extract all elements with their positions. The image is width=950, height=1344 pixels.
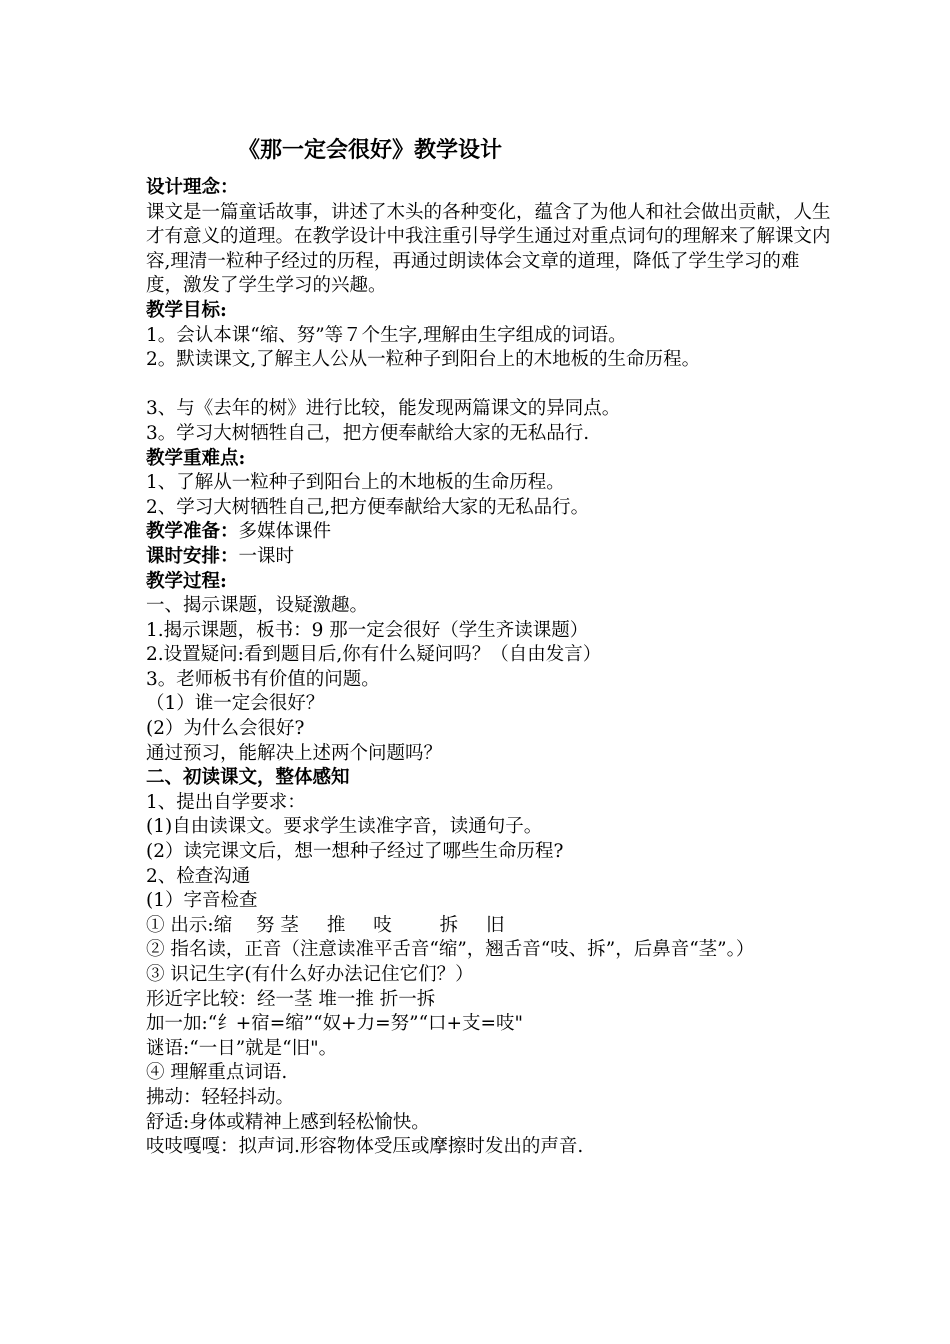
goal-item: 2。默读课文,了解主人公从一粒种子到阳台上的木地板的生命历程。 xyxy=(146,349,701,371)
idea-paragraph: 课文是一篇童话故事，讲述了木头的各种变化，蕴含了为他人和社会做出贡献，人生才有意义的道理。在教学设计中我注重引导学生通过对重点词句的理解来了解课文内容,理清一粒种子经过的历程，再通过朗读体会文章的道理，降低了学生学习的难度，激发了学生学习的兴趣。 xyxy=(146,201,831,297)
key-point-item: 1、了解从一粒种子到阳台上的木地板的生命历程。 xyxy=(146,472,565,494)
process-line: 舒适:身体或精神上感到轻松愉快。 xyxy=(146,1111,430,1133)
pinyin-note: ② 指名读，正音（注意读准平舌音“缩”，翘舌音“吱、拆”，后鼻音“茎”。） xyxy=(146,939,755,961)
process-line: (1）字音检查 xyxy=(146,890,258,912)
goal-item: 3。学习大树牺牲自己，把方便奉献给大家的无私品行. xyxy=(146,422,590,444)
section-heading-process: 教学过程: xyxy=(146,570,227,592)
process-line: 吱吱嘎嘎：拟声词.形容物体受压或摩擦时发出的声音. xyxy=(146,1136,584,1158)
goal-item: 1。会认本课“缩、努”等７个生字,理解由生字组成的词语。 xyxy=(146,324,627,346)
process-line: 1、提出自学要求： xyxy=(146,791,306,813)
section-heading-idea: 设计理念： xyxy=(146,177,239,198)
char-item: 旧 xyxy=(486,914,505,936)
process-line: （1）谁一定会很好？ xyxy=(146,693,325,715)
preparation-line xyxy=(146,520,836,545)
blank-line xyxy=(146,373,836,398)
char-item: 努 xyxy=(256,914,275,936)
schedule-line xyxy=(146,545,836,570)
preparation-value: 多媒体课件 xyxy=(238,521,332,543)
process-line: ④ 理解重点词语. xyxy=(146,1062,288,1084)
char-item: 推 xyxy=(326,914,346,936)
char-item: 茎 xyxy=(280,914,299,936)
process-line: (1)自由读课文。要求学生读准字音，读通句子。 xyxy=(146,816,543,838)
process-line: 一、揭示课题，设疑激趣。 xyxy=(146,595,369,617)
process-line: 加一加:“纟+宿=缩”“奴+力=努”“口+支=吱" xyxy=(146,1013,524,1035)
chars-line xyxy=(146,914,836,939)
document-body xyxy=(146,176,836,1160)
key-point-item: 2、学习大树牺牲自己,把方便奉献给大家的无私品行。 xyxy=(146,496,590,518)
document-title: 《那一定会很好》教学设计 xyxy=(238,137,503,163)
section-heading-key-points: 教学重难点: xyxy=(146,447,246,469)
preparation-label: 教学准备： xyxy=(146,521,239,543)
chars-prefix: ① 出示:缩 xyxy=(146,914,233,936)
section-heading-goals: 教学目标: xyxy=(146,299,227,321)
process-line: 3。老师板书有价值的问题。 xyxy=(146,668,380,690)
process-line: 通过预习，能解决上述两个问题吗？ xyxy=(146,742,443,764)
process-line: 拂动：轻轻抖动。 xyxy=(146,1086,295,1108)
process-line: 2、检查沟通 xyxy=(146,865,251,887)
process-line: 1.揭示课题，板书：9 那一定会很好（学生齐读课题） xyxy=(146,619,589,641)
char-item: 拆 xyxy=(439,914,459,936)
process-line: 形近字比较：经一茎 堆一推 折一拆 xyxy=(146,988,436,1010)
process-line: 2.设置疑问:看到题目后,你有什么疑问吗？（自由发言） xyxy=(146,644,602,666)
process-line: (2）为什么会很好? xyxy=(146,718,305,740)
goal-item: 3、与《去年的树》进行比较，能发现两篇课文的异同点。 xyxy=(146,398,621,420)
char-item: 吱 xyxy=(373,914,392,936)
schedule-label: 课时安排： xyxy=(146,545,239,567)
step2-heading: 二、初读课文，整体感知 xyxy=(146,767,350,789)
process-line: ③ 识记生字(有什么好办法记住它们？） xyxy=(146,964,474,985)
process-line: (2）读完课文后，想一想种子经过了哪些生命历程? xyxy=(146,841,564,863)
schedule-value: 一课时 xyxy=(238,545,295,567)
process-line: 谜语:“一日”就是“旧"。 xyxy=(146,1037,338,1059)
